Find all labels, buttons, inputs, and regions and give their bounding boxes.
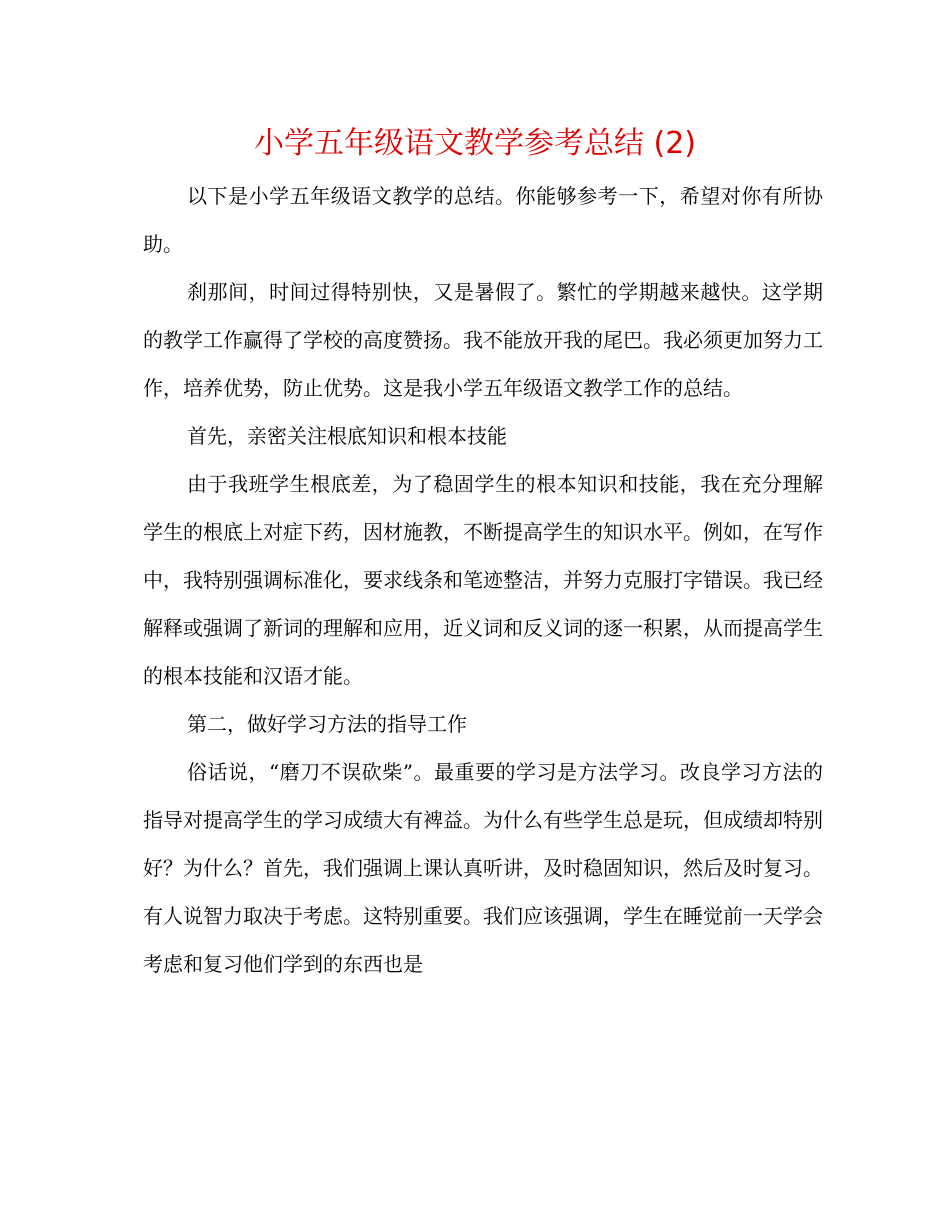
section-heading-second: 第二，做好学习方法的指导工作	[187, 712, 467, 736]
document-body	[143, 172, 823, 988]
paragraph-summary: 刹那间，时间过得特别快，又是暑假了。繁忙的学期越来越快。这学期的教学工作赢得了学校的高度赞扬。我不能放开我的尾巴。我必须更加努力工作，培养优势，防止优势。这是我小学五年级语文教学工作的总结。	[143, 280, 823, 400]
paragraph-intro: 以下是小学五年级语文教学的总结。你能够参考一下，希望对你有所协助。	[143, 184, 823, 256]
paragraph-study-methods: 俗话说，“磨刀不误砍柴”。最重要的学习是方法学习。改良学习方法的指导对提高学生的学习成绩大有裨益。为什么有些学生总是玩，但成绩却特别好？为什么？首先，我们强调上课认真听讲，及时稳固知识，然后及时复习。有人说智力取决于考虑。这特别重要。我们应该强调，学生在睡觉前一天学会考虑和复习他们学到的东西也是	[143, 760, 823, 976]
document-title: 小学五年级语文教学参考总结 (2)	[253, 126, 697, 161]
section-heading-first: 首先，亲密关注根底知识和根本技能	[187, 424, 507, 448]
paragraph-basic-skills: 由于我班学生根底差，为了稳固学生的根本知识和技能，我在充分理解学生的根底上对症下药，因材施教，不断提高学生的知识水平。例如，在写作中，我特别强调标准化，要求线条和笔迹整洁，并努力克服打字错误。我已经解释或强调了新词的理解和应用，近义词和反义词的逐一积累，从而提高学生的根本技能和汉语才能。	[143, 472, 823, 688]
